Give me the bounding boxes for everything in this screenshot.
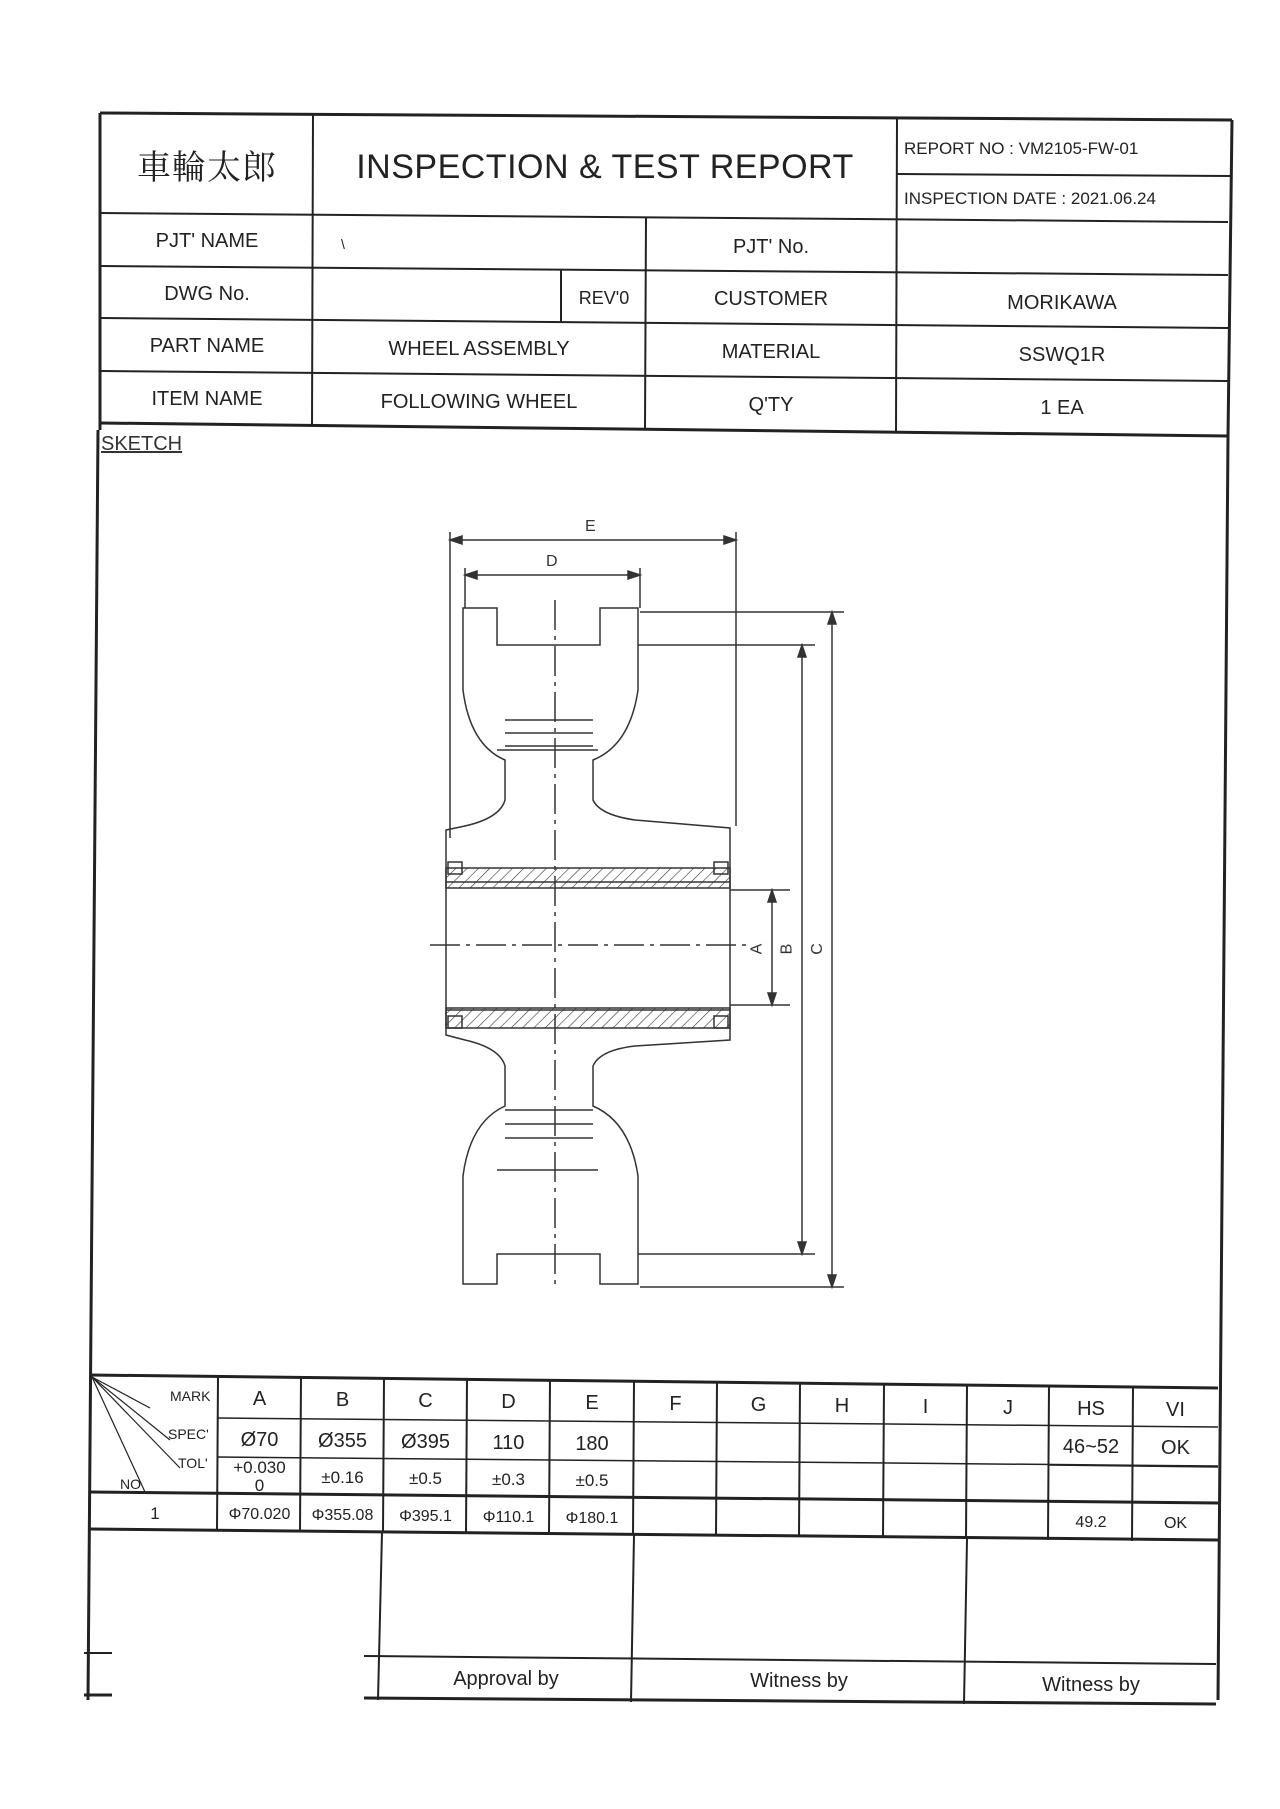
corner-mark: MARK [170, 1388, 211, 1404]
spec-d: 110 [492, 1431, 525, 1454]
item-name-value: FOLLOWING WHEEL [380, 390, 578, 413]
row-no: 1 [150, 1504, 160, 1523]
result-vi: OK [1163, 1515, 1188, 1532]
corner-spec: SPEC' [168, 1426, 209, 1442]
dwg-no-value [313, 270, 561, 322]
mark-e: E [585, 1391, 599, 1414]
customer-value: MORIKAWA [1007, 291, 1117, 314]
customer-label: CUSTOMER [713, 287, 829, 310]
witness-by-1: Witness by [750, 1669, 848, 1692]
tol-c: ±0.5 [409, 1469, 442, 1488]
tol-a-lower: 0 [254, 1476, 265, 1495]
dim-label-e: E [585, 518, 596, 535]
mark-g: G [750, 1393, 767, 1416]
item-name-label: ITEM NAME [151, 387, 263, 410]
spec-a: Ø70 [240, 1428, 279, 1451]
mark-d: D [501, 1390, 516, 1413]
result-d: Φ110.1 [482, 1509, 535, 1526]
tol-e: ±0.5 [575, 1471, 609, 1490]
part-name-value: WHEEL ASSEMBLY [388, 337, 570, 360]
material-value: SSWQ1R [1018, 343, 1106, 366]
approval-by: Approval by [453, 1667, 559, 1690]
mark-h: H [834, 1394, 850, 1417]
mark-j: J [1003, 1396, 1013, 1419]
mark-a: A [252, 1387, 267, 1410]
spec-e: 180 [575, 1432, 609, 1455]
mark-f: F [669, 1392, 682, 1415]
spec-b: Ø355 [318, 1429, 367, 1452]
dwg-no-label: DWG No. [164, 282, 250, 305]
result-a: Φ70.020 [228, 1506, 291, 1523]
dim-label-d: D [546, 553, 558, 570]
mark-vi: VI [1166, 1398, 1185, 1421]
tol-a [218, 1459, 301, 1495]
tol-b: ±0.16 [321, 1468, 364, 1487]
sketch-label: SKETCH [101, 433, 183, 455]
dim-label-a: A [748, 943, 766, 955]
witness-by-2: Witness by [1042, 1673, 1140, 1696]
result-hs: 49.2 [1075, 1514, 1107, 1531]
dim-label-c: C [808, 943, 826, 955]
inspection-date: INSPECTION DATE : 2021.06.24 [904, 189, 1156, 208]
corner-tol: TOL' [178, 1455, 208, 1471]
qty-label: Q'TY [748, 393, 794, 416]
qty-value: 1 EA [1040, 396, 1084, 419]
material-label: MATERIAL [721, 340, 821, 363]
result-e: Φ180.1 [565, 1510, 619, 1527]
report-title: INSPECTION & TEST REPORT [356, 147, 854, 186]
mark-i: I [922, 1395, 929, 1418]
report-no: REPORT NO : VM2105-FW-01 [904, 139, 1139, 158]
pjt-name-value: \ [341, 236, 345, 252]
mark-hs: HS [1077, 1397, 1105, 1420]
company-logo: 車輪太郎 [137, 147, 277, 188]
spec-vi: OK [1161, 1436, 1190, 1459]
rev-label: REV'0 [578, 287, 630, 308]
corner-no: NO [120, 1476, 141, 1492]
part-name-label: PART NAME [149, 334, 265, 357]
tol-a-upper: +0.030 [233, 1458, 286, 1478]
pjt-name-label: PJT' NAME [155, 229, 259, 252]
pjt-no-value [897, 223, 1227, 275]
spec-c: Ø395 [401, 1430, 450, 1453]
result-b: Φ355.08 [311, 1507, 374, 1524]
mark-b: B [335, 1388, 350, 1411]
dim-label-b: B [778, 943, 796, 955]
mark-c: C [418, 1389, 433, 1412]
pjt-no-label: PJT' No. [732, 235, 810, 258]
result-c: Φ395.1 [399, 1508, 452, 1525]
spec-hs: 46~52 [1062, 1435, 1120, 1458]
tol-d: ±0.3 [492, 1470, 525, 1489]
